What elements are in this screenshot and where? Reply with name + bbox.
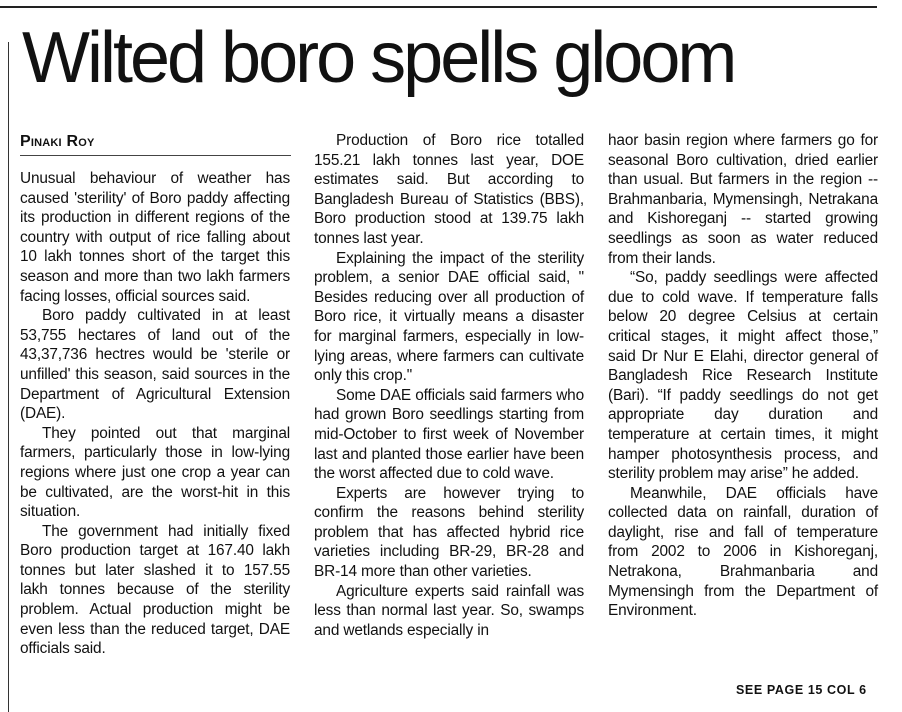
- article-paragraph: The government had initially fixed Boro production target at 167.40 lakh tonnes but later slashed it to 157.55 lakh tonnes because of the sterility problem. Actual production might be even less than the reduced target, DAE officials said.: [20, 522, 290, 658]
- article-paragraph: Agriculture experts said rainfall was less than normal last year. So, swamps and wetlands especially in: [314, 582, 584, 639]
- article-column-1: [20, 169, 290, 659]
- article-paragraph: Explaining the impact of the sterility problem, a senior DAE official said, " Besides reducing over all production of Boro rice, it virtually means a disaster for marginal farmers, especially in low-lying areas, where farmers can cultivate only this crop.": [314, 249, 584, 385]
- continuation-link[interactable]: SEE PAGE 15 COL 6: [736, 683, 867, 697]
- byline: Pinaki Roy: [20, 133, 95, 150]
- left-column-rule: [8, 42, 9, 712]
- byline-rule: [20, 155, 291, 156]
- article-paragraph: Boro paddy cultivated in at least 53,755 hectares of land out of the 43,37,736 hectres would be 'sterile or unfilled' this season, said sources in the Department of Agricultural Extension (DAE).: [20, 307, 290, 423]
- top-rule: [0, 6, 877, 8]
- article-paragraph: “So, paddy seedlings were affected due to cold wave. If temperature falls below 20 degree Celsius at certain critical stages, it might affect those,” said Dr Nur E Elahi, director general of Bangladesh Rice Research Institute (Bari). “If paddy seedlings do not get appropriate day duration and temperature at certain times, it might hamper photosynthesis process, and sterility problem may arise” he added.: [608, 269, 878, 483]
- headline: Wilted boro spells gloom: [22, 18, 735, 98]
- article-paragraph: They pointed out that marginal farmers, particularly those in low-lying regions where just one crop a year can be cultivated, are the worst-hit in this situation.: [20, 424, 290, 521]
- article-paragraph: Unusual behaviour of weather has caused 'sterility' of Boro paddy affecting its production in different regions of the country with output of rice falling about 10 lakh tonnes short of the target this season and more than two lakh farmers facing losses, official sources said.: [20, 170, 290, 305]
- article-paragraph: haor basin region where farmers go for seasonal Boro cultivation, dried earlier than usual. But farmers in the region -- Brahmanbaria, Mymensingh, Netrakana and Kishoreganj -- started growing seedlings as soon as water reduced from their lands.: [608, 132, 878, 267]
- article-column-3: [608, 131, 878, 621]
- article-paragraph: Meanwhile, DAE officials have collected data on rainfall, duration of daylight, rise and fall of temperature from 2002 to 2006 in Kishoreganj, Netrakona, Brahmanbaria and Mymensingh from the Department of Environment.: [608, 484, 878, 620]
- article-paragraph: Production of Boro rice totalled 155.21 lakh tonnes last year, DOE estimates said. But according to Bangladesh Bureau of Statistics (BBS), Boro production stood at 139.75 lakh tonnes last year.: [314, 132, 584, 247]
- article-paragraph: Some DAE officials said farmers who had grown Boro seedlings starting from mid-October to first week of November last and planted those earlier have been the worst affected due to cold wave.: [314, 386, 584, 483]
- article-column-2: [314, 131, 584, 640]
- article-paragraph: Experts are however trying to confirm the reasons behind sterility problem that has affected hybrid rice varieties including BR-29, BR-28 and BR-14 more than other varieties.: [314, 484, 584, 581]
